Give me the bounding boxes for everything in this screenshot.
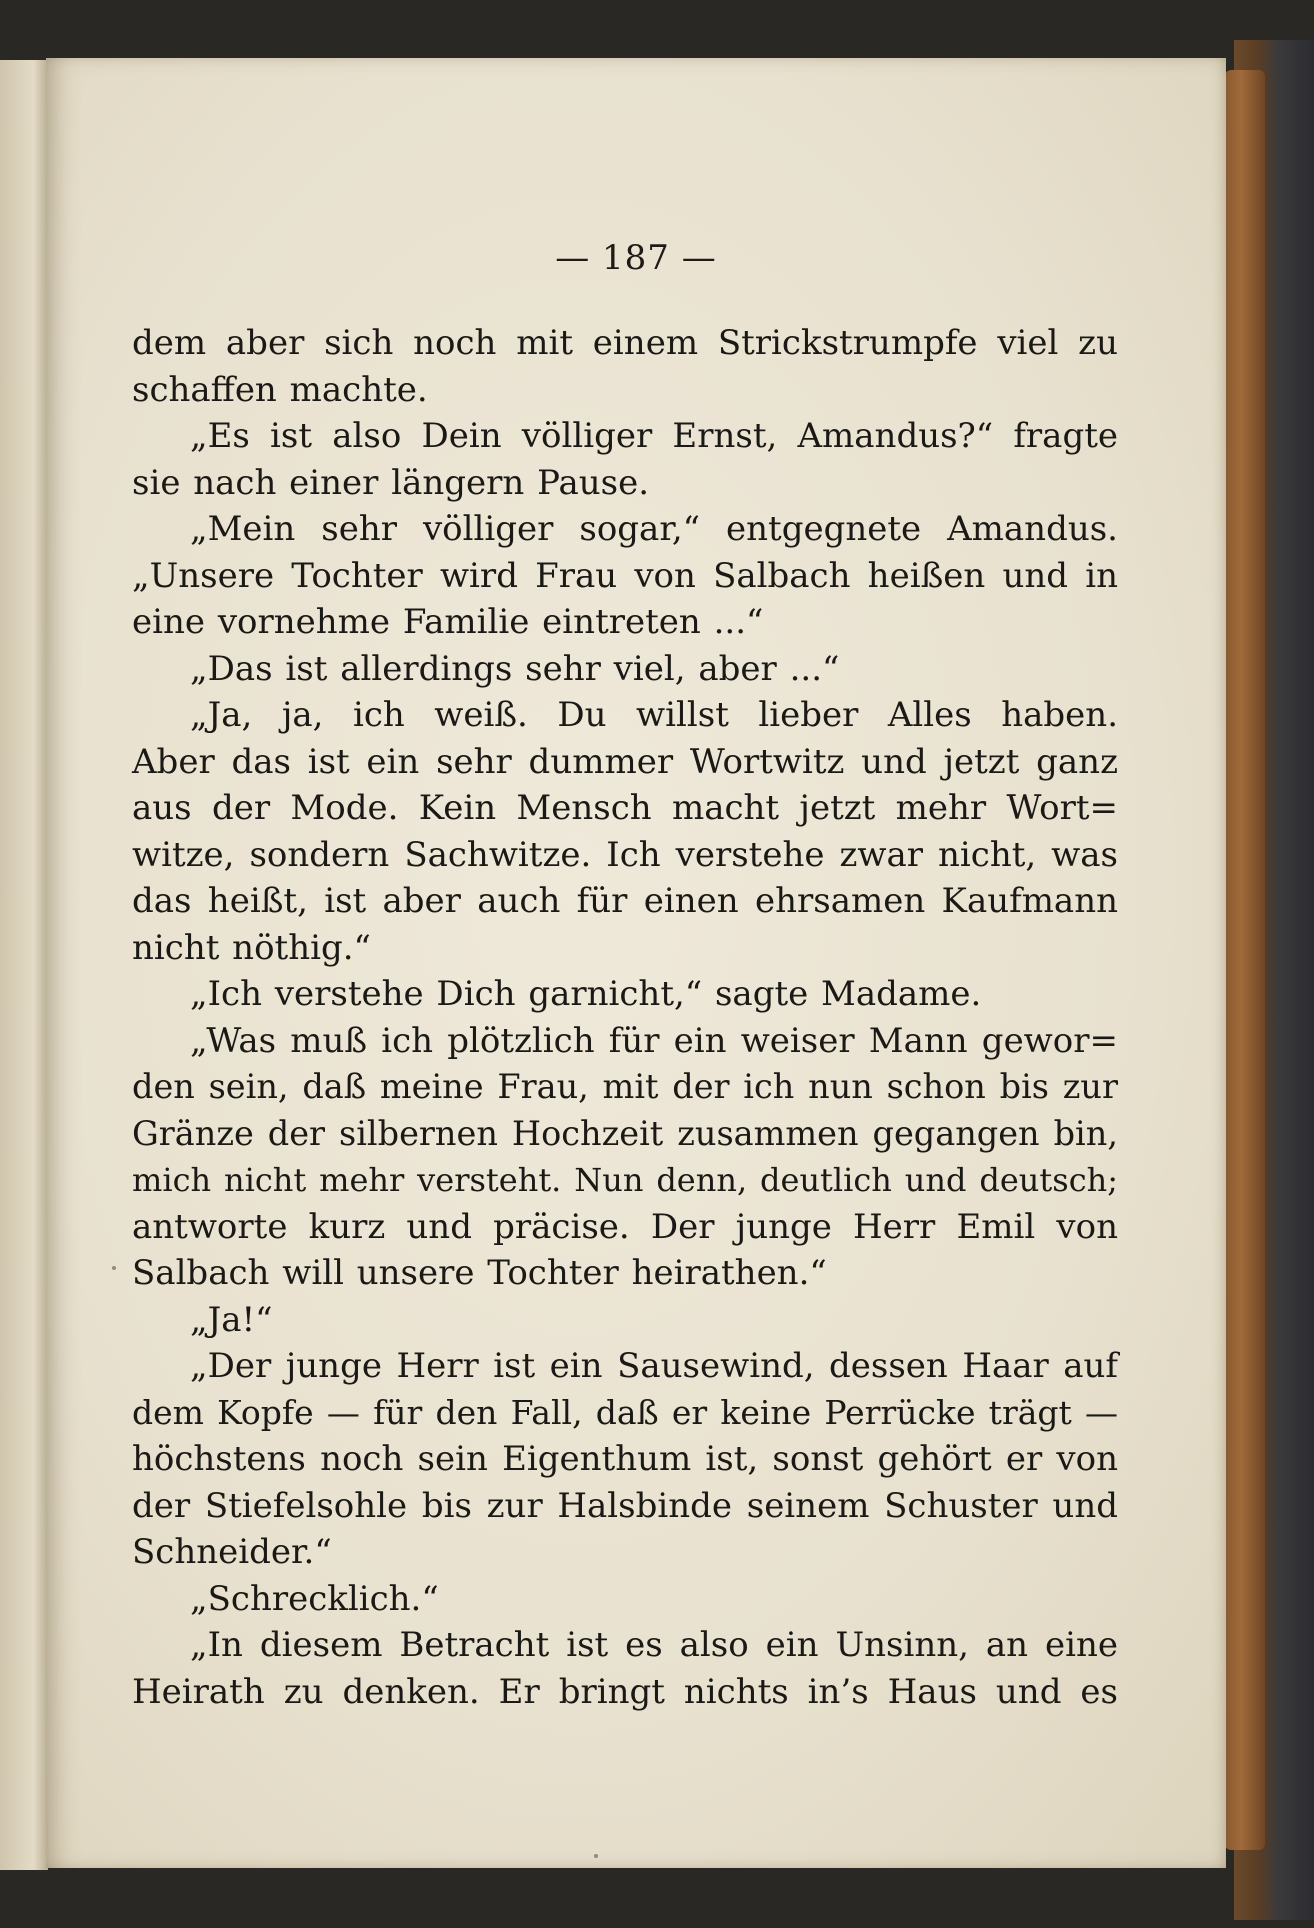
text-line: antworte kurz und präcise. Der junge Herr Emil von — [132, 1206, 1118, 1247]
page-text-block — [132, 320, 1118, 1715]
text-line: mich nicht mehr versteht. Nun denn, deutlich und deutsch; — [132, 1161, 1118, 1199]
text-line: nicht nöthig.“ — [132, 927, 371, 968]
facing-page-edge — [0, 60, 48, 1870]
text-line: den sein, daß meine Frau, mit der ich nun schon bis zur — [132, 1067, 1118, 1106]
text-line: eine vornehme Familie eintreten ...“ — [132, 602, 764, 642]
text-line: witze, sondern Sachwitze. Ich verstehe zwar nicht, was — [132, 834, 1118, 875]
text-line: schaffen machte. — [132, 369, 428, 410]
text-line: der Stiefelsohle bis zur Halsbinde seinem Schuster und — [132, 1485, 1118, 1526]
text-line: dem Kopfe — für den Fall, daß er keine Perrücke trägt — — [132, 1392, 1118, 1432]
text-line: Schneider.“ — [132, 1532, 332, 1572]
leather-spine — [1225, 70, 1265, 1850]
page-number: — 187 — — [555, 238, 717, 278]
text-line: „Schrecklich.“ — [190, 1578, 439, 1619]
text-line: sie nach einer längern Pause. — [132, 462, 650, 503]
text-line: das heißt, ist aber auch für einen ehrsamen Kaufmann — [132, 881, 1118, 921]
text-line: „Es ist also Dein völliger Ernst, Amandus?“ fragte — [190, 416, 1118, 456]
text-line: „Ja, ja, ich weiß. Du willst lieber Alles haben. — [190, 695, 1118, 735]
text-line: „Was muß ich plötzlich für ein weiser Mann gewor= — [190, 1020, 1118, 1061]
text-line: Heirath zu denken. Er bringt nichts in’s Haus und es — [132, 1671, 1118, 1712]
ink-speck — [594, 1854, 598, 1858]
text-line: „Ich verstehe Dich garnicht,“ sagte Madame. — [190, 974, 982, 1014]
text-line: „In diesem Betracht ist es also ein Unsinn, an eine — [190, 1625, 1118, 1665]
text-line: „Der junge Herr ist ein Sausewind, dessen Haar auf — [190, 1346, 1118, 1386]
text-line: „Mein sehr völliger sogar,“ entgegnete Amandus. — [190, 509, 1118, 549]
text-line: „Das ist allerdings sehr viel, aber ...“ — [190, 648, 840, 689]
text-line: dem aber sich noch mit einem Strickstrumpfe viel zu — [132, 323, 1118, 363]
ink-speck — [112, 1266, 116, 1270]
text-line: „Ja!“ — [190, 1299, 273, 1340]
text-line: „Unsere Tochter wird Frau von Salbach heißen und in — [132, 555, 1118, 596]
text-line: Salbach will unsere Tochter heirathen.“ — [132, 1253, 827, 1293]
text-line: Aber das ist ein sehr dummer Wortwitz und jetzt ganz — [132, 741, 1118, 782]
text-line: Gränze der silbernen Hochzeit zusammen gegangen bin, — [132, 1113, 1118, 1153]
text-line: aus der Mode. Kein Mensch macht jetzt mehr Wort= — [132, 788, 1118, 828]
book-page — [46, 58, 1226, 1868]
text-line: höchstens noch sein Eigenthum ist, sonst gehört er von — [132, 1439, 1118, 1479]
